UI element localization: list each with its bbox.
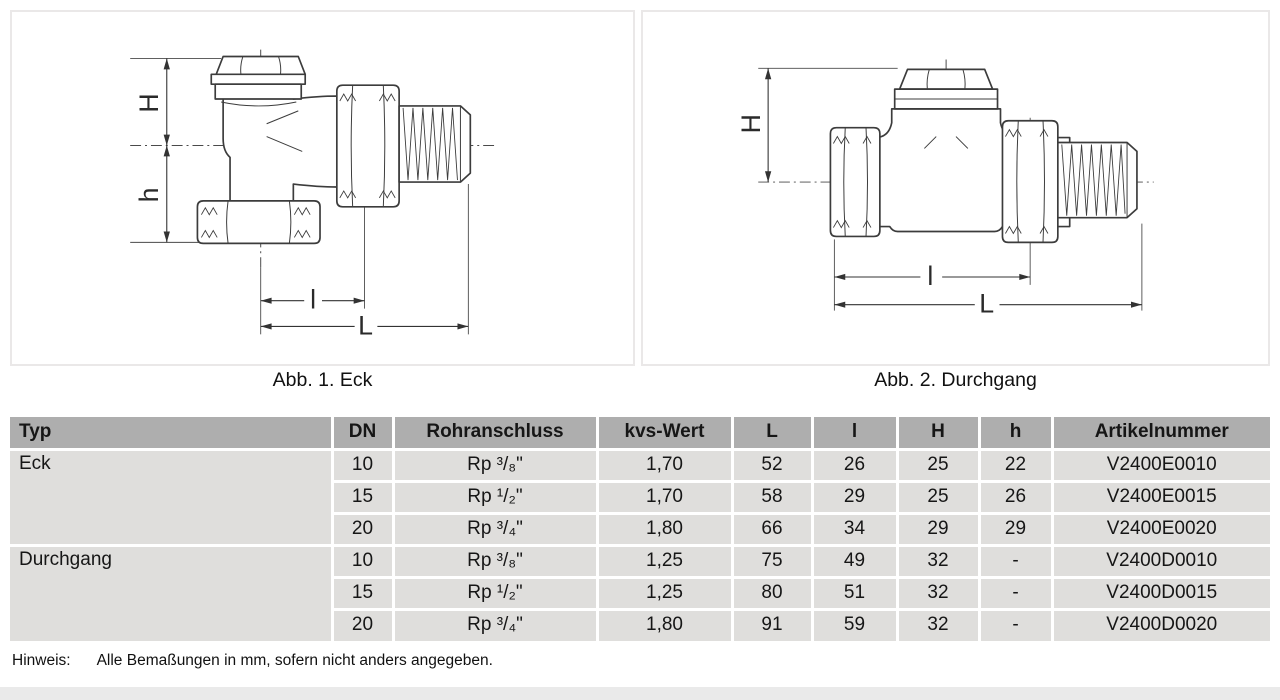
cell-H: 32 (897, 545, 979, 577)
cell-kvs: 1,70 (597, 449, 732, 481)
cell-H: 25 (897, 481, 979, 513)
col-header-artikelnummer: Artikelnummer (1052, 417, 1270, 449)
cell-H: 32 (897, 577, 979, 609)
col-header-L: L (732, 417, 812, 449)
cell-artikelnummer: V2400D0015 (1052, 577, 1270, 609)
hex-cap (900, 69, 993, 89)
dim-label-h: h (133, 187, 164, 203)
cell-h: - (979, 577, 1052, 609)
cell-kvs: 1,80 (597, 513, 732, 545)
union-nut (337, 85, 399, 207)
cell-L: 91 (732, 609, 812, 641)
page-bottom-strip (0, 687, 1280, 700)
cap-flange (211, 74, 305, 84)
cell-kvs: 1,70 (597, 481, 732, 513)
col-header-h: h (979, 417, 1052, 449)
cell-rohranschluss: Rp ³/₄" (393, 609, 597, 641)
cell-l: 29 (812, 481, 897, 513)
male-thread (399, 106, 470, 182)
cell-artikelnummer: V2400D0020 (1052, 609, 1270, 641)
col-header-typ: Typ (10, 417, 332, 449)
dim-label-l: l (927, 260, 934, 291)
typ-cell-eck: Eck (10, 449, 332, 545)
typ-cell-durchgang: Durchgang (10, 545, 332, 641)
table-row (10, 545, 1270, 577)
valve-body (830, 69, 1137, 242)
gland-ring (215, 84, 301, 99)
durchgang-valve-drawing (643, 12, 1268, 364)
hex-cap (216, 56, 305, 74)
cell-l: 34 (812, 513, 897, 545)
col-header-dn: DN (332, 417, 393, 449)
col-header-H: H (897, 417, 979, 449)
cell-dn: 15 (332, 481, 393, 513)
cell-dn: 20 (332, 609, 393, 641)
cell-dn: 10 (332, 449, 393, 481)
note (12, 652, 493, 670)
cell-artikelnummer: V2400E0015 (1052, 481, 1270, 513)
cell-H: 29 (897, 513, 979, 545)
figure-caption-durchgang: Abb. 2. Durchgang (874, 369, 1037, 391)
cell-dn: 10 (332, 545, 393, 577)
cell-rohranschluss: Rp ¹/₂" (393, 481, 597, 513)
dimensions-table (10, 417, 1270, 641)
note-text: Alle Bemaßungen in mm, sofern nicht anders angegeben. (96, 652, 493, 669)
figure-caption-eck: Abb. 1. Eck (272, 369, 373, 391)
cell-dn: 15 (332, 577, 393, 609)
dim-label-L: L (358, 310, 373, 341)
eck-valve-drawing (12, 12, 633, 364)
cell-l: 51 (812, 577, 897, 609)
cell-rohranschluss: Rp ¹/₂" (393, 577, 597, 609)
table-header-row (10, 417, 1270, 449)
col-header-l: l (812, 417, 897, 449)
cell-rohranschluss: Rp ³/₈" (393, 545, 597, 577)
cell-H: 25 (897, 449, 979, 481)
col-header-rohranschluss: Rohranschluss (393, 417, 597, 449)
cell-rohranschluss: Rp ³/₄" (393, 513, 597, 545)
dim-label-H: H (133, 93, 164, 113)
cell-L: 66 (732, 513, 812, 545)
cell-artikelnummer: V2400E0020 (1052, 513, 1270, 545)
cell-dn: 20 (332, 513, 393, 545)
cell-h: - (979, 545, 1052, 577)
cell-l: 49 (812, 545, 897, 577)
cell-kvs: 1,25 (597, 545, 732, 577)
dim-label-L: L (979, 288, 995, 319)
cell-artikelnummer: V2400E0010 (1052, 449, 1270, 481)
valve-body (197, 56, 470, 243)
cell-l: 26 (812, 449, 897, 481)
cell-kvs: 1,80 (597, 609, 732, 641)
col-header-kvs-wert: kvs-Wert (597, 417, 732, 449)
cell-rohranschluss: Rp ³/₈" (393, 449, 597, 481)
dim-label-H: H (736, 114, 767, 134)
cell-H: 32 (897, 609, 979, 641)
cell-h: 26 (979, 481, 1052, 513)
cell-L: 75 (732, 545, 812, 577)
figure-panel-durchgang (641, 10, 1270, 366)
cell-l: 59 (812, 609, 897, 641)
cell-h: 29 (979, 513, 1052, 545)
dim-label-l: l (310, 284, 317, 315)
note-label: Hinweis: (12, 652, 71, 669)
cell-L: 80 (732, 577, 812, 609)
middle-union-nut (1002, 121, 1057, 243)
cell-L: 58 (732, 481, 812, 513)
table-row (10, 449, 1270, 481)
cell-h: 22 (979, 449, 1052, 481)
left-union-nut (830, 128, 879, 237)
cell-L: 52 (732, 449, 812, 481)
cell-artikelnummer: V2400D0010 (1052, 545, 1270, 577)
cell-kvs: 1,25 (597, 577, 732, 609)
cell-h: - (979, 609, 1052, 641)
figure-panel-eck (10, 10, 635, 366)
